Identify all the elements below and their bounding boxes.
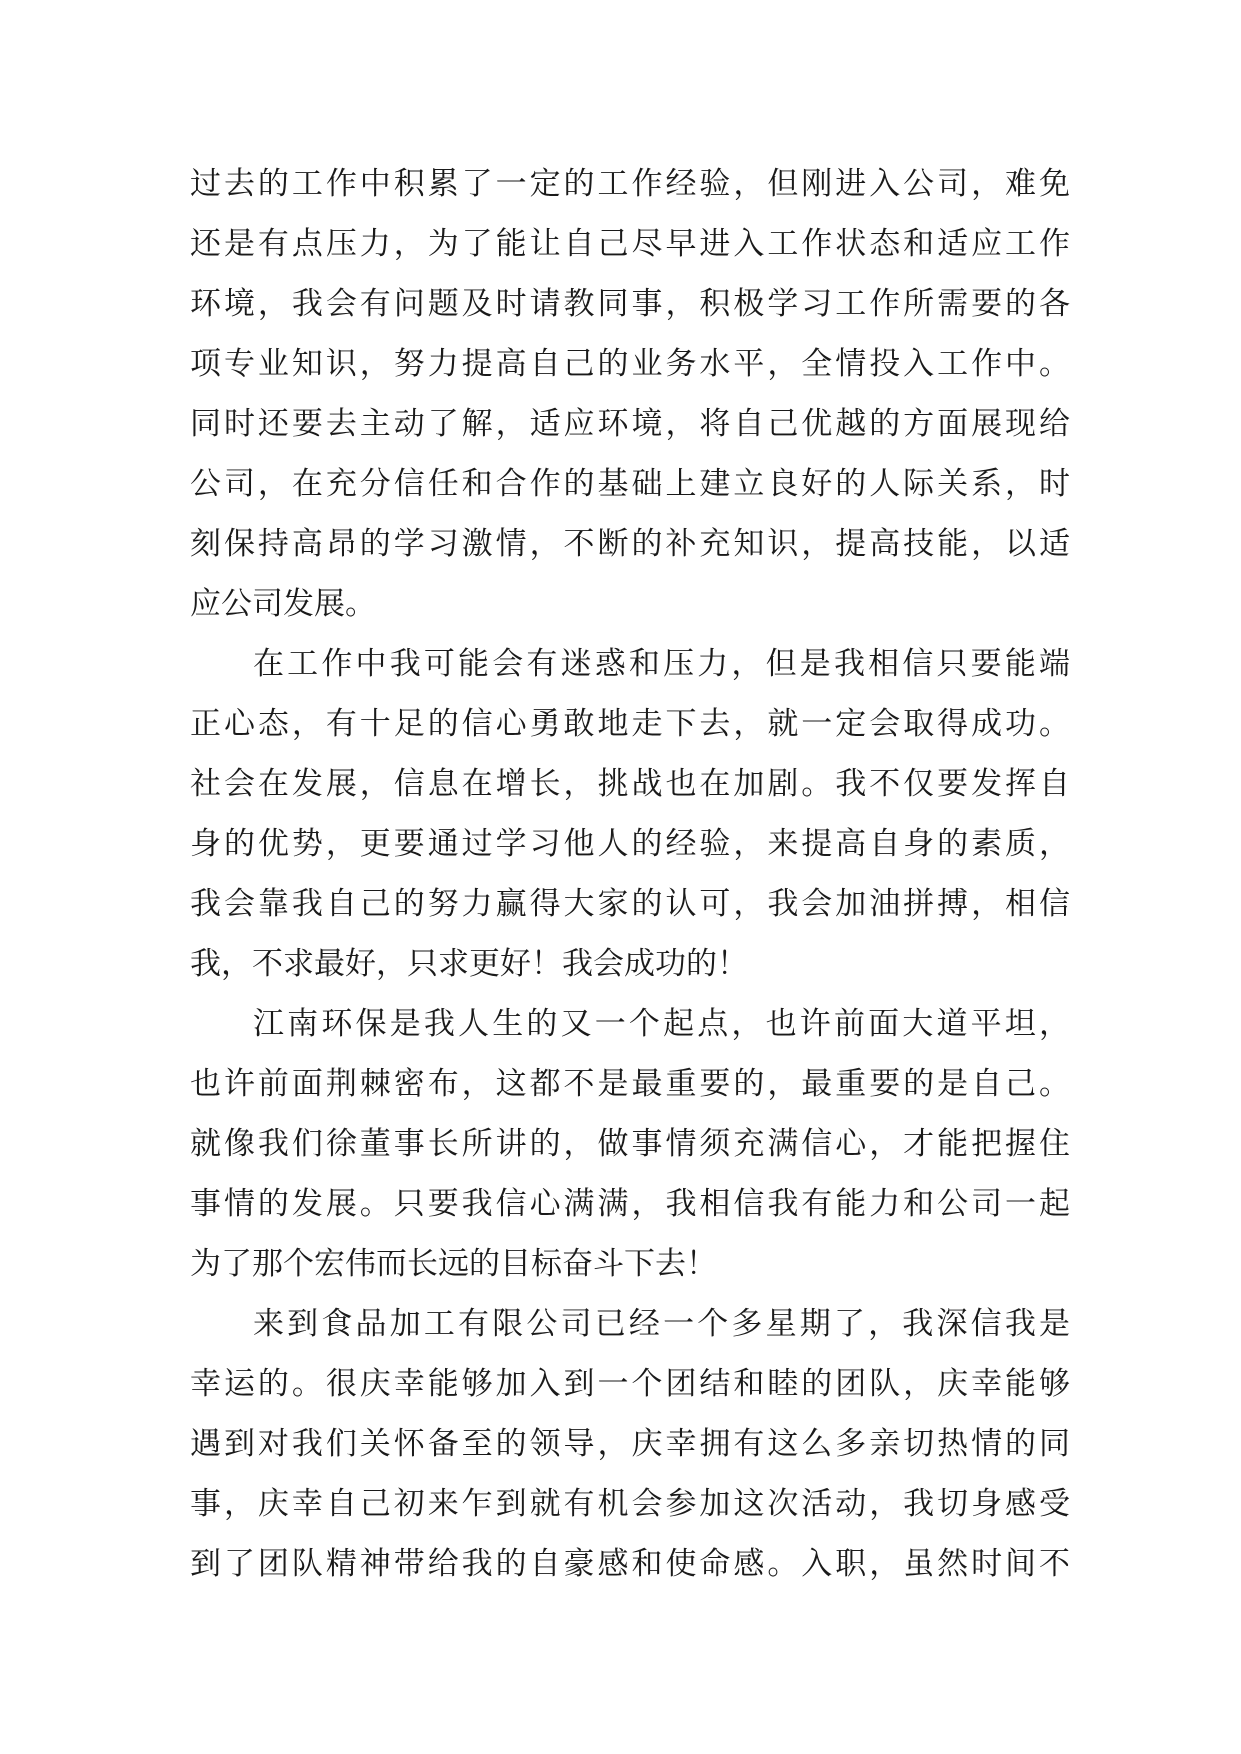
document-body bbox=[190, 154, 1070, 1594]
text-line: 也许前面荆棘密布，这都不是最重要的，最重要的是自己。 bbox=[190, 1066, 1070, 1102]
text-line: 正心态，有十足的信心勇敢地走下去，就一定会取得成功。 bbox=[190, 706, 1070, 742]
text-line: 身的优势，更要通过学习他人的经验，来提高自身的素质， bbox=[190, 826, 1070, 862]
text-line: 项专业知识，努力提高自己的业务水平，全情投入工作中。 bbox=[190, 346, 1070, 382]
text-line: 事情的发展。只要我信心满满，我相信我有能力和公司一起 bbox=[190, 1186, 1070, 1222]
text-line: 社会在发展，信息在增长，挑战也在加剧。我不仅要发挥自 bbox=[190, 766, 1070, 802]
paragraph-first-line: 在工作中我可能会有迷惑和压力，但是我相信只要能端 bbox=[253, 646, 1070, 682]
text-line: 事，庆幸自己初来乍到就有机会参加这次活动，我切身感受 bbox=[190, 1486, 1070, 1522]
text-line: 公司，在充分信任和合作的基础上建立良好的人际关系，时 bbox=[190, 466, 1070, 502]
text-line: 我会靠我自己的努力赢得大家的认可，我会加油拼搏，相信 bbox=[190, 886, 1070, 922]
text-line: 到了团队精神带给我的自豪感和使命感。入职，虽然时间不 bbox=[190, 1546, 1070, 1582]
text-line: 我，不求最好，只求更好！我会成功的！ bbox=[190, 946, 748, 982]
text-line: 幸运的。很庆幸能够加入到一个团结和睦的团队，庆幸能够 bbox=[190, 1366, 1070, 1402]
text-line: 遇到对我们关怀备至的领导，庆幸拥有这么多亲切热情的同 bbox=[190, 1426, 1070, 1462]
text-line: 应公司发展。 bbox=[190, 586, 376, 622]
text-line: 为了那个宏伟而长远的目标奋斗下去！ bbox=[190, 1246, 717, 1282]
text-line: 过去的工作中积累了一定的工作经验，但刚进入公司，难免 bbox=[190, 166, 1070, 202]
paragraph-first-line: 来到食品加工有限公司已经一个多星期了，我深信我是 bbox=[253, 1306, 1070, 1342]
text-line: 同时还要去主动了解，适应环境，将自己优越的方面展现给 bbox=[190, 406, 1070, 442]
text-line: 就像我们徐董事长所讲的，做事情须充满信心，才能把握住 bbox=[190, 1126, 1070, 1162]
text-line: 环境，我会有问题及时请教同事，积极学习工作所需要的各 bbox=[190, 286, 1070, 322]
text-line: 还是有点压力，为了能让自己尽早进入工作状态和适应工作 bbox=[190, 226, 1070, 262]
text-line: 刻保持高昂的学习激情，不断的补充知识，提高技能，以适 bbox=[190, 526, 1070, 562]
paragraph-first-line: 江南环保是我人生的又一个起点，也许前面大道平坦， bbox=[253, 1006, 1070, 1042]
